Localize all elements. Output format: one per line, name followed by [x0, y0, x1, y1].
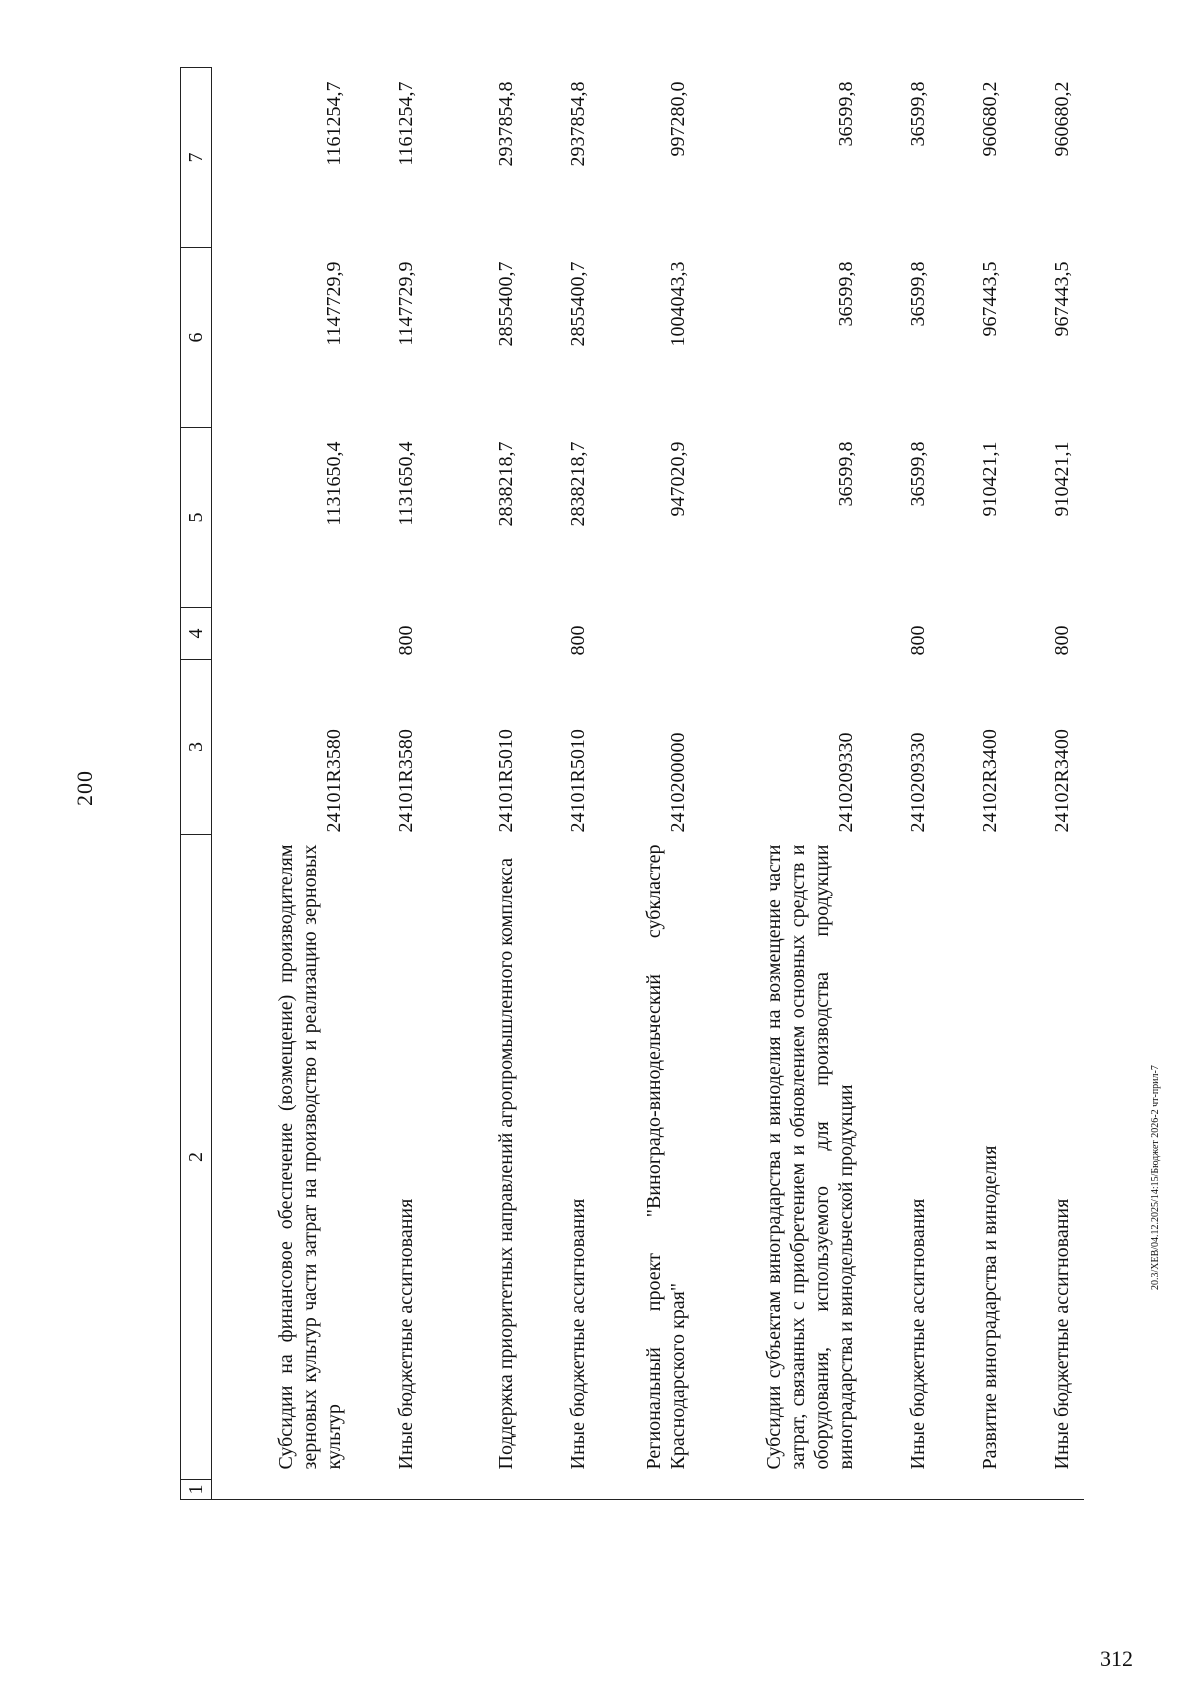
sheet-number: 312	[1100, 1646, 1133, 1671]
row-value-col7: 2937854,8	[567, 81, 589, 167]
row-number-cell	[600, 1480, 700, 1500]
column-header: 6	[181, 248, 212, 428]
row-description: Иные бюджетные ассигнования	[907, 1198, 929, 1470]
row-expense-type: 800	[395, 625, 417, 656]
budget-table	[180, 67, 1084, 1500]
row-code: 24101R3580	[323, 729, 345, 833]
row-description: Субсидии на финансовое обеспечение (возмещение) производителям зерновых культур части затрат на производство и реализацию зерновых культур	[275, 844, 345, 1470]
row-number-cell	[428, 1480, 528, 1500]
row-expense-type: 800	[1051, 625, 1073, 656]
row-expense-type: 800	[567, 625, 589, 656]
row-value-col7: 960680,2	[979, 81, 1001, 157]
row-description: Иные бюджетные ассигнования	[567, 1198, 589, 1470]
table-row	[700, 68, 868, 1500]
row-code: 2410209330	[907, 732, 929, 833]
row-code: 24102R3400	[979, 729, 1001, 833]
column-header: 7	[181, 68, 212, 248]
row-value-col6: 1147729,9	[323, 261, 345, 346]
row-value-col7: 1161254,7	[323, 81, 345, 166]
row-value-col5: 36599,8	[907, 441, 929, 507]
table-row	[212, 68, 357, 1500]
column-header: 1	[181, 1480, 212, 1500]
row-description: Иные бюджетные ассигнования	[1051, 1198, 1073, 1470]
table-row	[356, 68, 428, 1500]
row-value-col6: 1004043,3	[667, 261, 689, 347]
table-header-row	[181, 68, 212, 1500]
row-value-col7: 2937854,8	[495, 81, 517, 167]
row-description: Иные бюджетные ассигнования	[395, 1198, 417, 1470]
row-value-col6: 2855400,7	[495, 261, 517, 347]
row-code: 24101R3580	[395, 729, 417, 833]
row-value-col6: 36599,8	[835, 261, 857, 327]
table-row	[868, 68, 940, 1500]
row-value-col7: 36599,8	[835, 81, 857, 147]
row-expense-type	[428, 608, 528, 660]
row-value-col5: 910421,1	[1051, 441, 1073, 517]
row-code: 24102R3400	[1051, 729, 1073, 833]
row-number-cell	[1012, 1480, 1084, 1500]
row-value-col6: 36599,8	[907, 261, 929, 327]
row-code: 2410200000	[667, 732, 689, 833]
table-row	[528, 68, 600, 1500]
row-code: 24101R5010	[567, 729, 589, 833]
row-description: Субсидии субъектам виноградарства и виноделия на возмещение части затрат, связанных с приобретением и обновлением основных средств и оборудования, используемого для производства продукции виноградарства и винодельческой продукции	[763, 844, 857, 1470]
row-value-col5: 1131650,4	[323, 441, 345, 526]
row-number-cell	[940, 1480, 1012, 1500]
row-code: 24101R5010	[495, 729, 517, 833]
document-footer-code: 20.3/XЕВ/04.12.2025/14:15/Бюджет 2026-2 чт-прил-7	[1150, 1065, 1161, 1290]
page-number: 200	[72, 770, 97, 806]
row-value-col7: 36599,8	[907, 81, 929, 147]
row-number-cell	[868, 1480, 940, 1500]
row-description: Региональный проект "Виноградо-винодельческий субкластер Краснодарского края"	[643, 844, 689, 1470]
row-value-col5: 1131650,4	[395, 441, 417, 526]
row-description: Поддержка приоритетных направлений агропромышленного комплекса	[495, 858, 517, 1470]
row-expense-type	[600, 608, 700, 660]
row-expense-type	[940, 608, 1012, 660]
table-row	[600, 68, 700, 1500]
row-value-col7: 1161254,7	[395, 81, 417, 166]
row-value-col6: 1147729,9	[395, 261, 417, 346]
column-header: 4	[181, 608, 212, 660]
column-header: 2	[181, 835, 212, 1480]
row-expense-type	[700, 608, 868, 660]
row-code: 2410209330	[835, 732, 857, 833]
row-number-cell	[700, 1480, 868, 1500]
row-value-col6: 2855400,7	[567, 261, 589, 347]
row-value-col5: 2838218,7	[567, 441, 589, 527]
row-number-cell	[212, 1480, 357, 1500]
budget-table-wrapper	[180, 68, 1084, 1500]
row-number-cell	[356, 1480, 428, 1500]
row-value-col5: 36599,8	[835, 441, 857, 507]
row-expense-type	[212, 608, 357, 660]
row-value-col7: 997280,0	[667, 81, 689, 157]
row-value-col5: 2838218,7	[495, 441, 517, 527]
row-value-col5: 910421,1	[979, 441, 1001, 517]
table-row	[1012, 68, 1084, 1500]
row-value-col7: 960680,2	[1051, 81, 1073, 157]
row-number-cell	[528, 1480, 600, 1500]
table-row	[940, 68, 1012, 1500]
column-header: 3	[181, 660, 212, 835]
row-value-col5: 947020,9	[667, 441, 689, 517]
row-value-col6: 967443,5	[1051, 261, 1073, 337]
row-expense-type: 800	[907, 625, 929, 656]
table-row	[428, 68, 528, 1500]
column-header: 5	[181, 428, 212, 608]
row-value-col6: 967443,5	[979, 261, 1001, 337]
row-description: Развитие виноградарства и виноделия	[979, 1145, 1001, 1470]
